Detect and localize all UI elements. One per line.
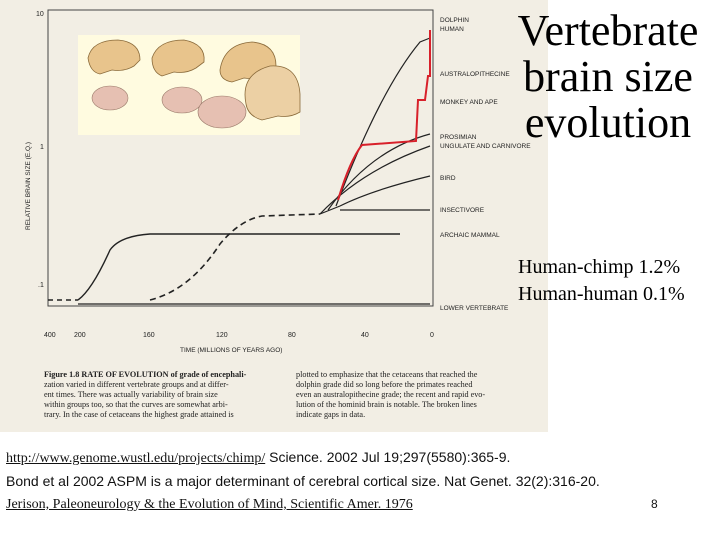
figure-caption [44,370,485,419]
slide-title [497,8,719,146]
caption-line: dolphin grade did so long before the primates reached [296,380,473,389]
x-tick-label: 40 [361,332,369,339]
dolphin-line [336,38,430,206]
caption-line: Figure 1.8 RATE OF EVOLUTION of grade of encephali- [44,370,247,379]
x-tick-label: 0 [430,332,434,339]
reference-line: Bond et al 2002 ASPM is a major determinant of cerebral cortical size. Nat Genet. 32(2):316-20. [6,473,600,489]
y-tick-label: 1 [40,144,44,151]
y-tick-label: .1 [38,282,44,289]
series-label: PROSIMIAN [440,134,477,141]
title-line: brain size [523,52,693,101]
stat-line: Human-chimp 1.2% [518,256,681,278]
series-label: AUSTRALOPITHECINE [440,71,510,78]
y-tick-label: 10 [36,11,44,18]
caption-line: plotted to emphasize that the cetaceans that reached the [296,370,478,379]
series-label: LOWER VERTEBRATE [440,305,509,312]
series-label: MONKEY AND APE [440,99,498,106]
caption-line: even an australopithecine grade; the recent and rapid evo- [296,390,486,399]
similarity-stats [518,254,685,308]
reference-line [6,446,600,470]
x-tick-label: 120 [216,332,228,339]
hominid-skulls-image [78,35,300,135]
page-number: 8 [651,497,658,511]
caption-line: within groups too, so that the curves are somewhat arbi- [44,400,228,409]
caption-line: zation varied in different vertebrate groups and at differ- [44,380,229,389]
series-label: UNGULATE AND CARNIVORE [440,143,531,150]
caption-line: lution of the hominid brain is notable. The broken lines [296,400,477,409]
x-tick-label: 160 [143,332,155,339]
series-label: INSECTIVORE [440,207,485,214]
bird-line [320,176,430,214]
caption-line: indicate gaps in data. [296,410,366,419]
y-axis-label: RELATIVE BRAIN SIZE (E.Q.) [25,141,32,230]
bird-precursor-dashed [150,214,320,300]
caption-line: ent times. There was actually variability of brain size [44,390,218,399]
archaic-mammal-line [78,234,400,300]
chimp-genome-link[interactable]: http://www.genome.wustl.edu/projects/chimp/ [6,451,266,466]
x-axis-label: TIME (MILLIONS OF YEARS AGO) [180,347,283,354]
series-label: ARCHAIC MAMMAL [440,232,500,239]
series-label: BIRD [440,175,456,182]
references [6,446,600,516]
x-tick-label: 400 [44,332,56,339]
prosimian-line [328,134,430,210]
x-tick-label: 200 [74,332,86,339]
series-label: HUMAN [440,26,464,33]
series-label: DOLPHIN [440,17,469,24]
jerison-reference-link[interactable]: Jerison, Paleoneurology & the Evolution of Mind, Scientific Amer. 1976 [6,497,413,512]
title-line: evolution [524,98,692,147]
reference-text: Science. 2002 Jul 19;297(5580):365-9. [265,449,511,465]
human-lineage-line [338,30,430,200]
caption-line: trary. In the case of cetaceans the highest grade attained is [44,410,234,419]
reference-line [6,492,600,516]
title-line: Vertebrate [517,6,699,55]
x-tick-label: 80 [288,332,296,339]
stat-line: Human-human 0.1% [518,283,685,305]
